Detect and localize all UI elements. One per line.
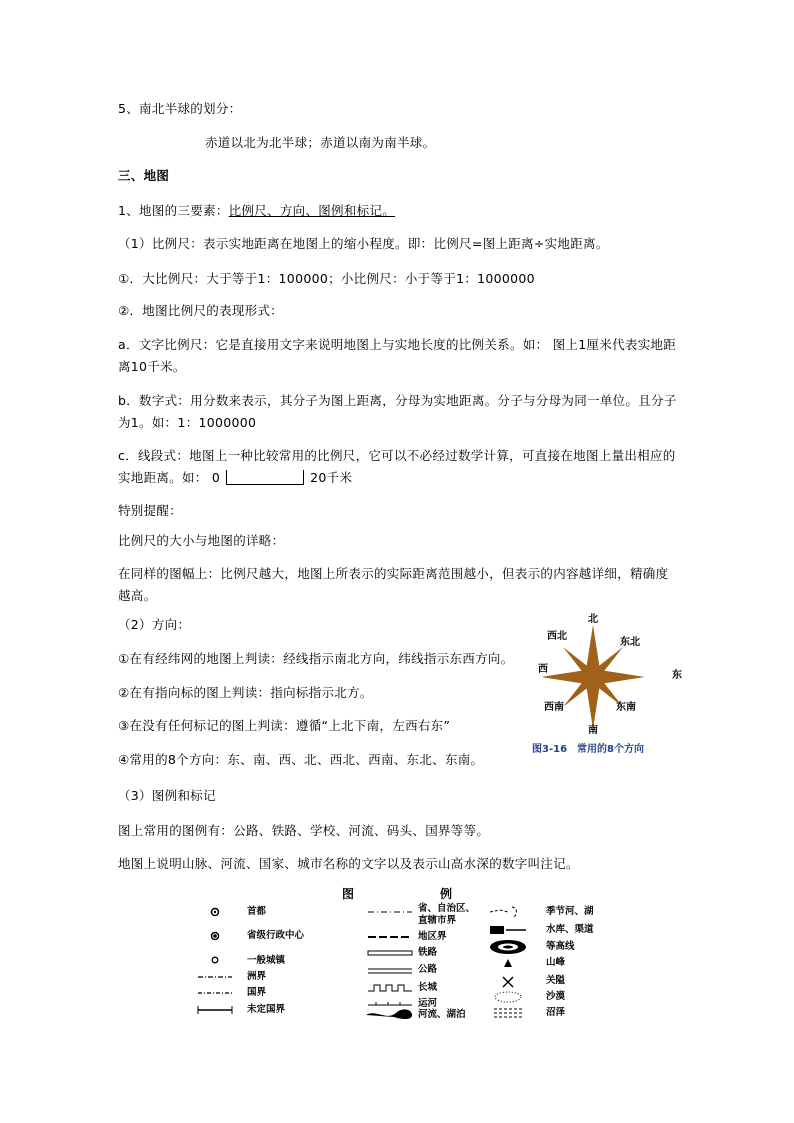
- compass-northwest: 西北: [547, 631, 567, 642]
- compass-southwest: 西南: [544, 702, 564, 713]
- form-a: a．文字比例尺：它是直接用文字来说明地图上与实地长度的比例关系。如： 图上1厘米代表实地距离10千米。: [118, 337, 677, 374]
- legend-provincial-center: 省级行政中心: [247, 930, 305, 941]
- legend-desert: 沙漠: [546, 991, 566, 1002]
- compass-east: 东: [672, 670, 682, 681]
- legend-rivers-lakes: 河流、湖泊: [418, 1009, 466, 1020]
- scale-size: ①．大比例尺：大于等于1：100000；小比例尺：小于等于1：1000000: [118, 271, 535, 286]
- legend-title-left: 图: [342, 887, 355, 901]
- form-b: b．数字式：用分数来表示，其分子为图上距离，分母为实地距离。分子与分母为同一单位。且分子为1。如：1：1000000: [118, 393, 677, 430]
- form-c-text: c．线段式：地图上一种比较常用的比例尺，它可以不必经过数学计算，可直接在地图上量出相应的实地距离。如： 0: [118, 448, 676, 485]
- form-c-end: 20千米: [310, 470, 353, 485]
- reminder-title: 特别提醒：: [118, 503, 183, 518]
- compass-figure: [530, 612, 690, 762]
- legend-peak: 山峰: [546, 957, 566, 968]
- legend-reservoir: 水库、渠道: [546, 924, 594, 935]
- compass-northeast: 东北: [620, 637, 640, 648]
- legend-canal: 运河: [418, 998, 438, 1009]
- legend-national-boundary: 国界: [247, 987, 267, 998]
- form-c: [118, 445, 678, 489]
- section-title: 三、地图: [118, 168, 170, 183]
- direction-2: ②在有指向标的图上判读：指向标指示北方。: [118, 685, 373, 700]
- legend-town: 一般城镇: [247, 955, 286, 966]
- scale-forms: ②．地图比例尺的表现形式：: [118, 303, 284, 318]
- compass-caption: 图3-16 常用的8个方向: [532, 744, 644, 755]
- legend-contour: 等高线: [546, 941, 575, 952]
- direction-3: ③在没有任何标记的图上判读：遵循“上北下南，左西右东”: [118, 718, 451, 733]
- direction-title: （2）方向：: [118, 617, 191, 632]
- legend-district-boundary: 地区界: [418, 931, 447, 942]
- legend-pass: 关隘: [546, 975, 566, 986]
- hemisphere-heading: 5、南北半球的划分：: [118, 101, 242, 116]
- legend-undefined-boundary: 未定国界: [247, 1004, 286, 1015]
- direction-4: ④常用的8个方向：东、南、西、北、西北、西南、东北、东南。: [118, 752, 484, 767]
- legend-highway: 公路: [418, 964, 438, 975]
- legend-railway: 铁路: [418, 947, 438, 958]
- legend-continent-boundary: 洲界: [247, 971, 267, 982]
- reminder-text: 在同样的图幅上：比例尺越大，地图上所表示的实际距离范围越小，但表示的内容越详细，精确度越高。: [118, 566, 669, 603]
- legend-title: （3）图例和标记: [118, 788, 216, 803]
- legend-figure: [190, 885, 620, 1025]
- reminder-sub: 比例尺的大小与地图的详略：: [118, 533, 285, 548]
- legend-common: 图上常用的图例有：公路、铁路、学校、河流、码头、国界等等。: [118, 823, 490, 838]
- legend-swamp: 沼泽: [546, 1007, 566, 1018]
- scale-bar: [226, 470, 304, 485]
- compass-north: 北: [588, 614, 598, 625]
- compass-southeast: 东南: [616, 702, 636, 713]
- legend-great-wall: 长城: [418, 982, 438, 993]
- annotation-text: 地图上说明山脉、河流、国家、城市名称的文字以及表示山高水深的数字叫注记。: [118, 856, 579, 871]
- compass-west: 西: [538, 664, 548, 675]
- hemisphere-text: 赤道以北为北半球；赤道以南为南半球。: [205, 135, 436, 150]
- direction-1: ①在有经纬网的地图上判读：经线指示南北方向，纬线指示东西方向。: [118, 651, 514, 666]
- legend-seasonal-river: 季节河、湖: [546, 906, 594, 917]
- scale-definition: （1）比例尺：表示实地距离在地图上的缩小程度。即：比例尺=图上距离÷实地距离。: [118, 236, 609, 251]
- legend-capital: 首都: [247, 906, 267, 917]
- map-elements-prefix: 1、地图的三要素：: [118, 203, 229, 218]
- map-elements-list: 比例尺、方向、图例和标记。: [228, 203, 396, 218]
- legend-province-boundary: 省、自治区、直辖市界: [418, 903, 476, 926]
- map-elements: [118, 200, 678, 222]
- compass-south: 南: [588, 725, 598, 736]
- legend-title-right: 例: [440, 887, 453, 901]
